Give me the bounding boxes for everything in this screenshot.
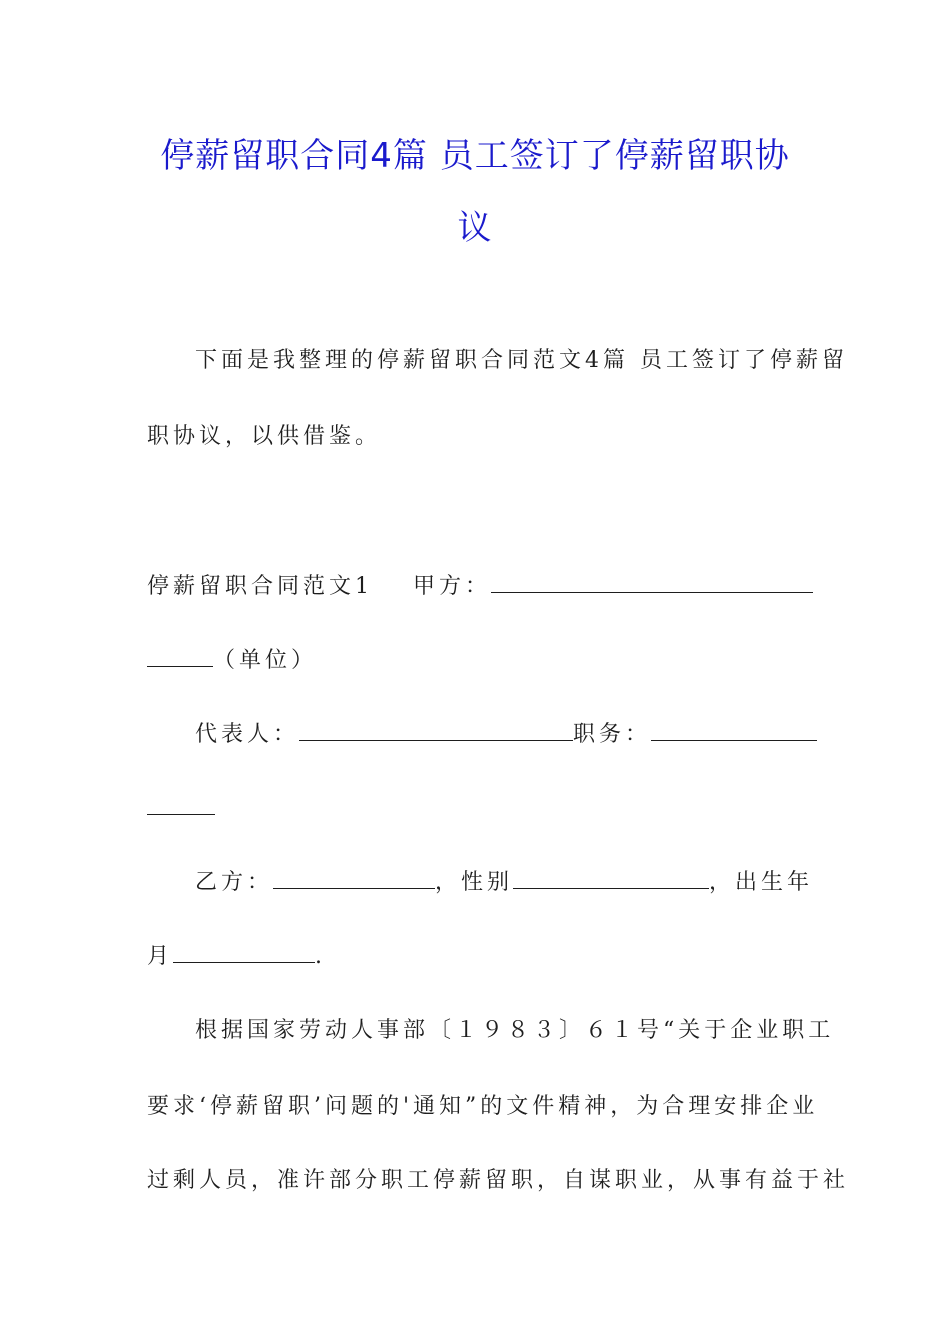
contract-heading: 停薪留职合同范文1 [147,574,373,599]
representative-row [195,718,817,750]
birth-month-label: 月 [147,944,174,969]
gender-label: ，性别 [435,870,514,895]
position-continued-row [147,792,215,824]
intro-line-1: 下面是我整理的停薪留职合同范文4篇 员工签订了停薪留 [195,348,848,373]
body-line-2: 要求‘停薪留职’问题的'通知”的文件精神，为合理安排企业 [147,1094,819,1119]
document-title-line-2: 议 [457,208,493,248]
unit-blank [147,644,213,667]
position-label: 职务： [573,722,652,747]
gender-blank [513,866,709,889]
position-blank [651,718,817,741]
representative-label: 代表人： [195,722,300,747]
body-line-1: 根据国家劳动人事部〔１９８３〕６１号“关于企业职工 [195,1018,835,1043]
document-title-line-1: 停薪留职合同4篇 员工签订了停薪留职协 [160,136,790,176]
representative-blank [299,718,573,741]
party-b-label: 乙方： [195,870,274,895]
birth-blank [173,940,315,963]
party-b-blank [273,866,435,889]
position-blank-continued [147,792,215,815]
body-line-3: 过剩人员，准许部分职工停薪留职，自谋职业，从事有益于社 [147,1168,850,1193]
intro-line-2: 职协议，以供借鉴。 [147,424,382,449]
birth-label: ，出生年 [709,870,814,895]
contract-heading-row [147,570,813,602]
birth-end: . [315,944,327,969]
unit-label: （单位） [213,648,318,673]
party-a-label: 甲方： [413,574,492,599]
party-b-row [195,866,813,898]
unit-row [147,644,317,676]
birth-row [147,940,326,972]
party-a-blank [491,570,813,593]
